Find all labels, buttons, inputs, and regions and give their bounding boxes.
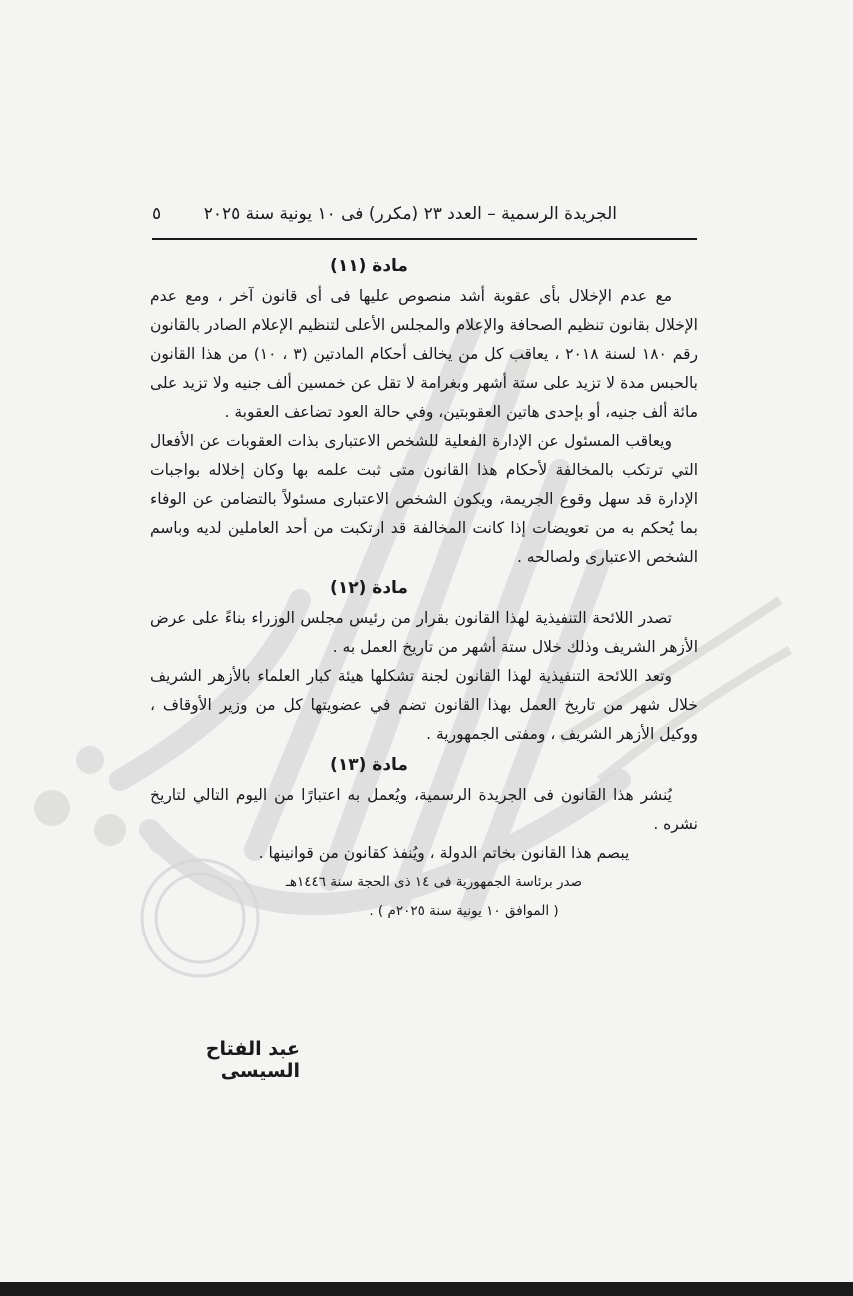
article-title: مادة (١١) [330,256,408,276]
article-paragraph: تصدر اللائحة التنفيذية لهذا القانون بقرار من رئيس مجلس الوزراء بناءً على عرض الأزهر الشريف وذلك خلال ستة أشهر من تاريخ العمل به . [150,609,698,656]
president-signature: عبد الفتاح السيسى [205,1038,300,1082]
header-divider [152,238,697,240]
article-paragraph: ويعاقب المسئول عن الإدارة الفعلية للشخص الاعتبارى بذات العقوبات عن الأفعال التي ترتكب بالمخالفة لأحكام هذا القانون متى ثبت علمه بها وكان إخلاله بواجبات الإدارة قد سهل وقوع الجريمة، ويكون الشخص الاعتبارى مسئولاً بالتضامن عن الوفاء بما يُحكم به من تعويضات إذا كانت المخالفة قد ارتكبت من أحد العاملين لديه وباسم الشخص الاعتبارى ولصالحه . [150,432,698,566]
page-number: ٥ [152,204,162,224]
gazette-title: الجريدة الرسمية – العدد ٢٣ (مكرر) فى ١٠ يونية سنة ٢٠٢٥ [203,204,617,224]
article-12 [150,572,698,749]
article-11 [150,250,698,572]
bottom-edge-bar [0,1282,853,1296]
gregorian-date: ( الموافق ١٠ يونية سنة ٢٠٢٥م ) . [369,903,559,919]
seal-statement: يبصم هذا القانون بخاتم الدولة ، ويُنفذ كقانون من قوانينها . [258,844,630,862]
article-paragraph: مع عدم الإخلال بأى عقوبة أشد منصوص عليها فى أى قانون آخر ، ومع عدم الإخلال بقانون تنظيم الصحافة والإعلام والمجلس الأعلى لتنظيم الإعلام الصادر بالقانون رقم ١٨٠ لسنة ٢٠١٨ ، يعاقب كل من يخالف أحكام المادتين (٣ ، ١٠) من هذا القانون بالحبس مدة لا تزيد على ستة أشهر وبغرامة لا تقل عن خمسين ألف جنيه ولا تزيد على مائة ألف جنيه، أو بإحدى هاتين العقوبتين، وفي حالة العود تضاعف العقوبة . [150,287,699,421]
article-13 [150,749,698,926]
document-body [150,250,698,926]
article-paragraph: وتعد اللائحة التنفيذية لهذا القانون لجنة تشكلها هيئة كبار العلماء بالأزهر الشريف خلال شهر من تاريخ العمل بهذا القانون تضم في عضويتها كل من وزير الأوقاف ، ووكيل الأزهر الشريف ، ومفتى الجمهورية . [150,667,698,743]
article-paragraph: يُنشر هذا القانون فى الجريدة الرسمية، ويُعمل به اعتبارًا من اليوم التالي لتاريخ نشره . [150,786,698,833]
issued-statement: صدر برئاسة الجمهورية فى ١٤ ذى الحجة سنة ١٤٤٦هـ [285,874,583,890]
page-header [152,200,697,232]
article-title: مادة (١٢) [330,578,408,598]
article-title: مادة (١٣) [330,755,408,775]
